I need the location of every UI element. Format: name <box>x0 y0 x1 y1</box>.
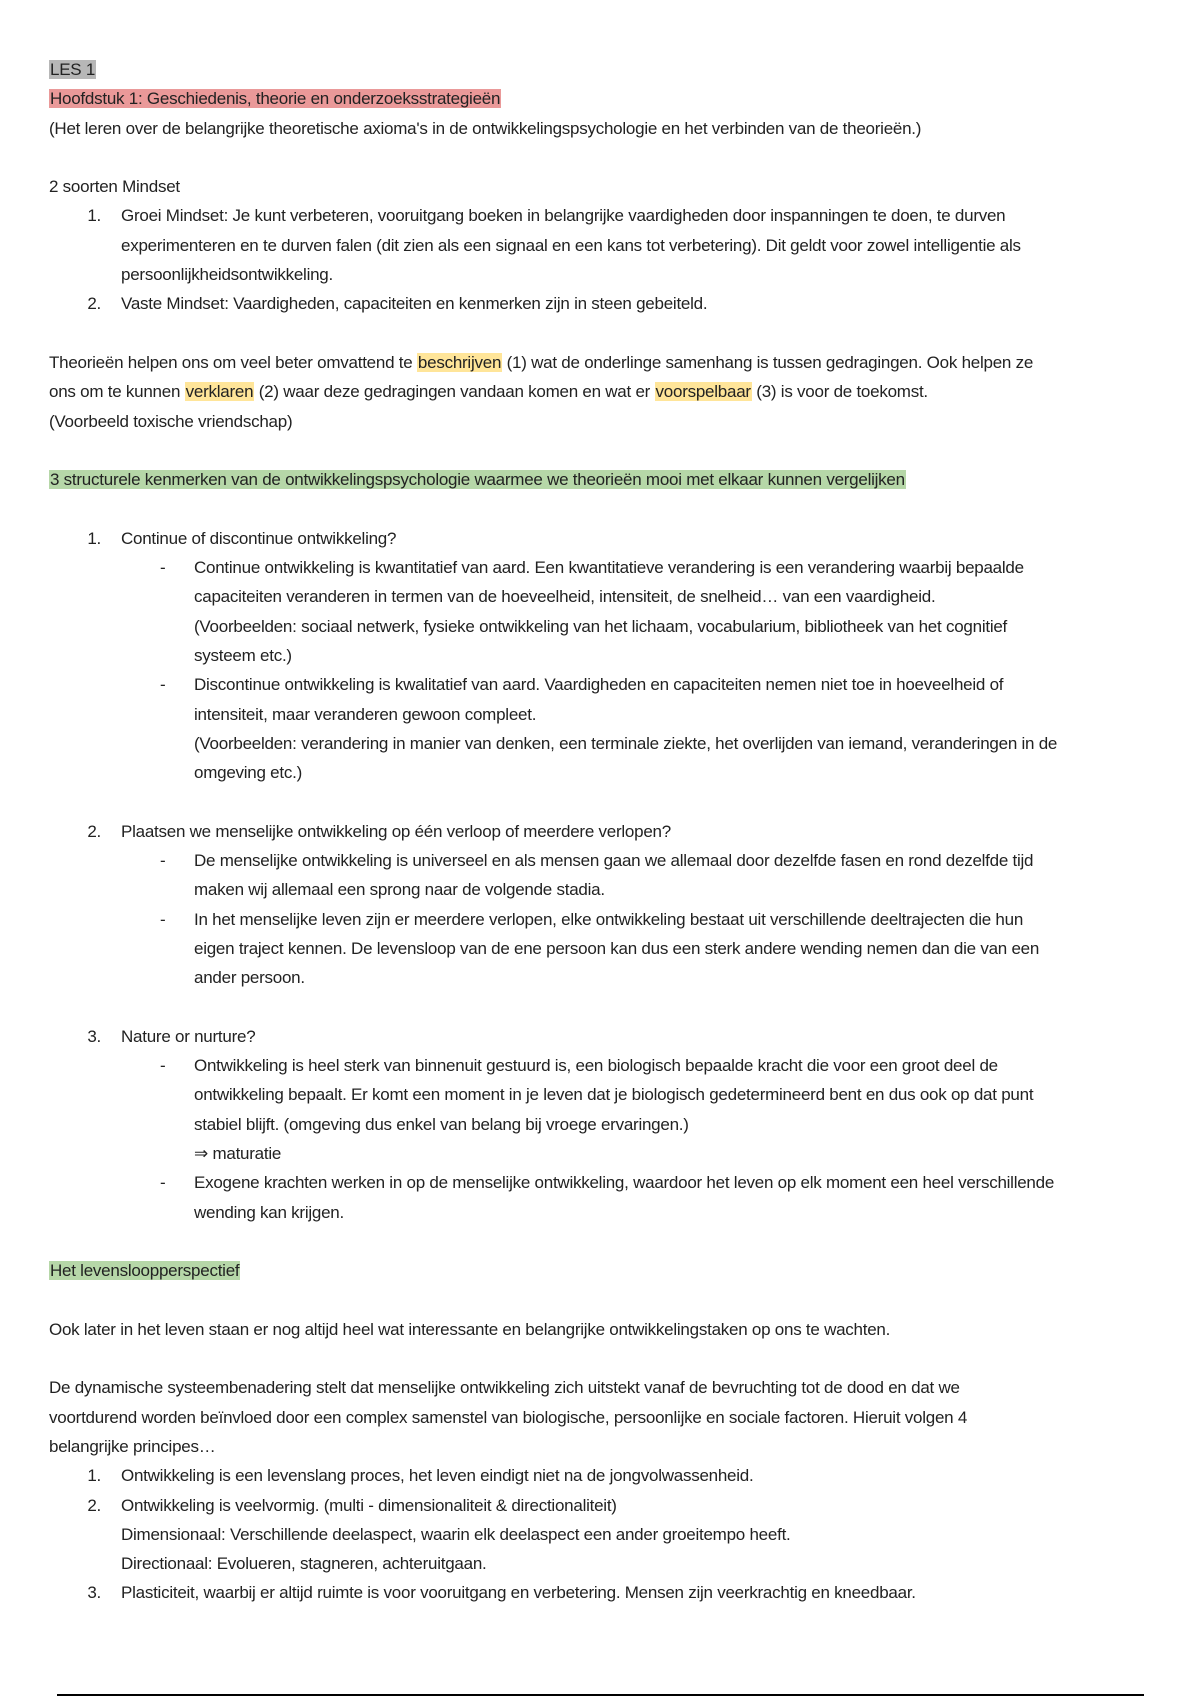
lesson-label-line <box>49 55 1169 84</box>
theories-paragraph-line <box>49 377 1169 406</box>
theories-paragraph-line <box>49 348 1169 377</box>
lifespan-title: Het levensloopperspectief <box>50 1261 240 1281</box>
list-item <box>49 524 1169 553</box>
list-item-continuation <box>49 231 1169 260</box>
bullet-marker: - <box>160 851 166 871</box>
blank-line <box>49 1344 1169 1373</box>
document-page <box>49 55 1169 1608</box>
list-text: experimenteren en te durven falen (dit zien als een signaal en een kans tot verbetering). Dit geldt voor zowel intelligentie als <box>121 235 1021 255</box>
blank-line <box>49 993 1169 1022</box>
text-segment: Theorieën helpen ons om veel beter omvattend te <box>49 352 417 372</box>
list-number: 1. <box>87 1466 101 1486</box>
bullet-text: Continue ontwikkeling is kwantitatief van aard. Een kwantitatieve verandering is een verandering waarbij bepaalde <box>194 558 1024 578</box>
bullet-continuation <box>49 1110 1169 1139</box>
list-number: 2. <box>87 821 101 841</box>
list-text: Plasticiteit, waarbij er altijd ruimte is voor vooruitgang en verbetering. Mensen zijn veerkrachtig en kneedbaar. <box>121 1583 916 1603</box>
bullet-continuation <box>49 934 1169 963</box>
bullet-item <box>49 1051 1169 1080</box>
bullet-text: (Voorbeelden: verandering in manier van denken, een terminale ziekte, het overlijden van iemand, veranderingen in de <box>194 733 1058 753</box>
bullet-text: wending kan krijgen. <box>194 1202 344 1222</box>
bullet-continuation <box>49 582 1169 611</box>
list-number: 1. <box>87 206 101 226</box>
text-segment: (2) waar deze gedragingen vandaan komen en wat er <box>254 382 655 402</box>
bullet-continuation <box>49 700 1169 729</box>
list-item <box>49 289 1169 318</box>
bullet-marker: - <box>160 558 166 578</box>
bullet-text: omgeving etc.) <box>194 763 302 783</box>
bullet-item <box>49 846 1169 875</box>
chapter-intro: (Het leren over de belangrijke theoretische axioma's in de ontwikkelingspsychologie en het verbinden van de theorieën.) <box>49 118 922 138</box>
bullet-continuation <box>49 963 1169 992</box>
bullet-text: systeem etc.) <box>194 645 292 665</box>
lesson-label: LES 1 <box>50 60 96 79</box>
bullet-text: intensiteit, maar veranderen gewoon compleet. <box>194 704 537 724</box>
bullet-text: stabiel blijft. (omgeving dus enkel van belang bij vroege ervaringen.) <box>194 1114 689 1134</box>
chapter-title-line <box>49 84 1169 113</box>
blank-line <box>49 319 1169 348</box>
list-text: persoonlijkheidsontwikkeling. <box>121 265 333 285</box>
lifespan-paragraph-line: De dynamische systeembenadering stelt dat menselijke ontwikkeling zich uitstekt vanaf de bevruchting tot de dood en dat we <box>49 1378 960 1398</box>
bullet-text: De menselijke ontwikkeling is universeel en als mensen gaan we allemaal door dezelfde fasen en rond dezelfde tijd <box>194 851 1034 871</box>
bullet-text: maken wij allemaal een sprong naar de volgende stadia. <box>194 880 605 900</box>
lifespan-paragraph-line: belangrijke principes… <box>49 1436 216 1456</box>
list-text: Groei Mindset: Je kunt verbeteren, vooruitgang boeken in belangrijke vaardigheden door inspanningen te doen, te durven <box>121 206 1006 226</box>
bullet-continuation <box>49 729 1169 758</box>
list-number: 3. <box>87 1026 101 1046</box>
lifespan-intro: Ook later in het leven staan er nog altijd heel wat interessante en belangrijke ontwikkelingstaken op ons te wachten. <box>49 1319 891 1339</box>
list-item <box>49 201 1169 230</box>
highlight-predictable: voorspelbaar <box>655 382 751 402</box>
blank-line <box>49 143 1169 172</box>
list-text: Vaste Mindset: Vaardigheden, capaciteiten en kenmerken zijn in steen gebeiteld. <box>121 294 708 314</box>
bullet-text: Ontwikkeling is heel sterk van binnenuit gestuurd is, een biologisch bepaalde kracht die voor een groot deel de <box>194 1056 998 1076</box>
bullet-text: capaciteiten veranderen in termen van de hoeveelheid, intensiteit, de snelheid… van een vaardigheid. <box>194 587 936 607</box>
list-number: 3. <box>87 1583 101 1603</box>
bullet-continuation <box>49 875 1169 904</box>
list-question: Continue of discontinue ontwikkeling? <box>121 528 397 548</box>
bullet-continuation <box>49 612 1169 641</box>
list-question: Nature or nurture? <box>121 1026 256 1046</box>
list-text: Ontwikkeling is veelvormig. (multi - dimensionaliteit & directionaliteit) <box>121 1495 617 1515</box>
bullet-continuation <box>49 1198 1169 1227</box>
blank-line <box>49 787 1169 816</box>
bullet-continuation <box>49 1080 1169 1109</box>
lifespan-paragraph-line: voortdurend worden beïnvloed door een complex samenstel van biologische, persoonlijke en sociale factoren. Hieruit volgen 4 <box>49 1407 968 1427</box>
chapter-title: Hoofdstuk 1: Geschiedenis, theorie en onderzoeksstrategieën <box>50 89 501 109</box>
lifespan-title-line <box>49 1256 1169 1285</box>
text-segment: (1) wat de onderlinge samenhang is tussen gedragingen. Ook helpen ze <box>502 352 1034 372</box>
bullet-continuation <box>49 641 1169 670</box>
bullet-marker: - <box>160 1056 166 1076</box>
bullet-item <box>49 670 1169 699</box>
blank-line <box>49 1285 1169 1314</box>
page-bottom-rule <box>57 1694 1144 1696</box>
features-title: 3 structurele kenmerken van de ontwikkelingspsychologie waarmee we theorieën mooi met elkaar kunnen vergelijken <box>50 470 905 490</box>
bullet-text: In het menselijke leven zijn er meerdere verlopen, elke ontwikkeling bestaat uit verschillende deeltrajecten die hun <box>194 909 1024 929</box>
list-item <box>49 817 1169 846</box>
list-item-continuation <box>49 1520 1169 1549</box>
text-segment: ons om te kunnen <box>49 382 185 402</box>
features-title-line <box>49 465 1169 494</box>
text-segment: (3) is voor de toekomst. <box>751 382 928 402</box>
bullet-item <box>49 553 1169 582</box>
list-number: 1. <box>87 528 101 548</box>
bullet-continuation <box>49 1139 1169 1168</box>
bullet-text: Discontinue ontwikkeling is kwalitatief van aard. Vaardigheden en capaciteiten nemen niet toe in hoeveelheid of <box>194 675 1004 695</box>
bullet-text: Exogene krachten werken in op de menselijke ontwikkeling, waardoor het leven op elk moment een heel verschillende <box>194 1173 1055 1193</box>
bullet-text: eigen traject kennen. De levensloop van de ene persoon kan dus een sterk andere wending nemen dan die van een <box>194 938 1040 958</box>
list-item-continuation <box>49 1549 1169 1578</box>
list-text: Dimensionaal: Verschillende deelaspect, waarin elk deelaspect een ander groeitempo heeft. <box>121 1524 791 1544</box>
list-number: 2. <box>87 294 101 314</box>
bullet-text: ander persoon. <box>194 968 305 988</box>
list-item <box>49 1578 1169 1607</box>
bullet-marker: - <box>160 909 166 929</box>
list-item-continuation <box>49 260 1169 289</box>
list-text: Ontwikkeling is een levenslang proces, het leven eindigt niet na de jongvolwassenheid. <box>121 1466 754 1486</box>
highlight-explain: verklaren <box>185 382 254 402</box>
list-item <box>49 1461 1169 1490</box>
list-number: 2. <box>87 1495 101 1515</box>
bullet-continuation <box>49 758 1169 787</box>
list-question: Plaatsen we menselijke ontwikkeling op één verloop of meerdere verlopen? <box>121 821 671 841</box>
list-item <box>49 1022 1169 1051</box>
blank-line <box>49 436 1169 465</box>
bullet-item <box>49 905 1169 934</box>
bullet-text: (Voorbeelden: sociaal netwerk, fysieke ontwikkeling van het lichaam, vocabularium, bibliotheek van het cognitief <box>194 616 1008 636</box>
list-item <box>49 1491 1169 1520</box>
bullet-text: ontwikkeling bepaalt. Er komt een moment in je leven dat je biologisch gedetermineerd bent en dus ook op dat punt <box>194 1085 1034 1105</box>
list-text: Directionaal: Evolueren, stagneren, achteruitgaan. <box>121 1554 487 1574</box>
mindset-title: 2 soorten Mindset <box>49 177 180 197</box>
blank-line <box>49 494 1169 523</box>
bullet-item <box>49 1168 1169 1197</box>
bullet-marker: - <box>160 1173 166 1193</box>
bullet-marker: - <box>160 675 166 695</box>
blank-line <box>49 1227 1169 1256</box>
maturation-note: ⇒ maturatie <box>194 1143 282 1163</box>
highlight-describe: beschrijven <box>417 352 502 372</box>
theories-example: (Voorbeeld toxische vriendschap) <box>49 411 293 431</box>
